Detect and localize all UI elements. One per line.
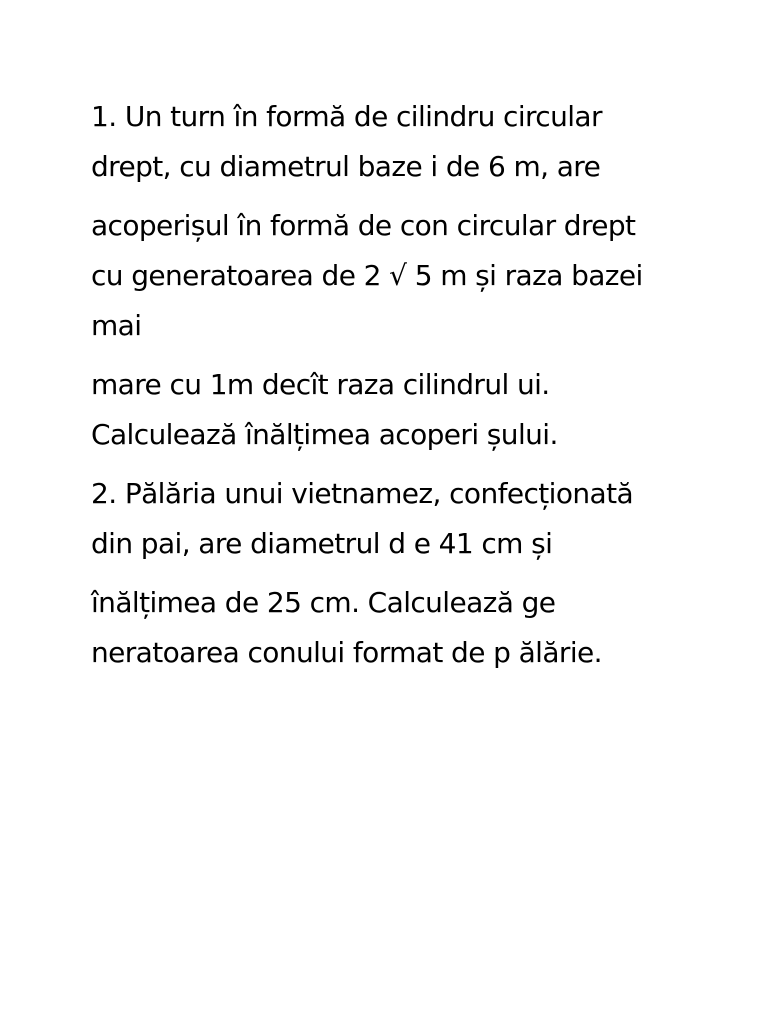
paragraph-problem-1-roof — [91, 201, 691, 351]
text-line: drept, cu diametrul baze i de 6 m, are — [91, 150, 601, 183]
text-line: cu generatoarea de 2 √ 5 m și raza bazei — [91, 259, 643, 292]
text-line: mai — [91, 309, 142, 342]
text-line: neratoarea conului format de p ălărie. — [91, 636, 602, 669]
paragraph-problem-2-question — [91, 578, 691, 678]
text-line: 2. Pălăria unui vietnamez, confecționată — [91, 477, 634, 510]
text-line: Calculează înălțimea acoperi șului. — [91, 418, 558, 451]
text-line: 1. Un turn în formă de cilindru circular — [91, 100, 602, 133]
text-line: din pai, are diametrul d e 41 cm și — [91, 527, 553, 560]
text-line: înălțimea de 25 cm. Calculează ge — [91, 586, 556, 619]
document-body — [91, 92, 691, 687]
paragraph-problem-1-intro — [91, 92, 691, 192]
paragraph-problem-1-question — [91, 360, 691, 460]
text-line: acoperișul în formă de con circular drept — [91, 209, 636, 242]
text-line: mare cu 1m decît raza cilindrul ui. — [91, 368, 550, 401]
paragraph-problem-2-intro — [91, 469, 691, 569]
